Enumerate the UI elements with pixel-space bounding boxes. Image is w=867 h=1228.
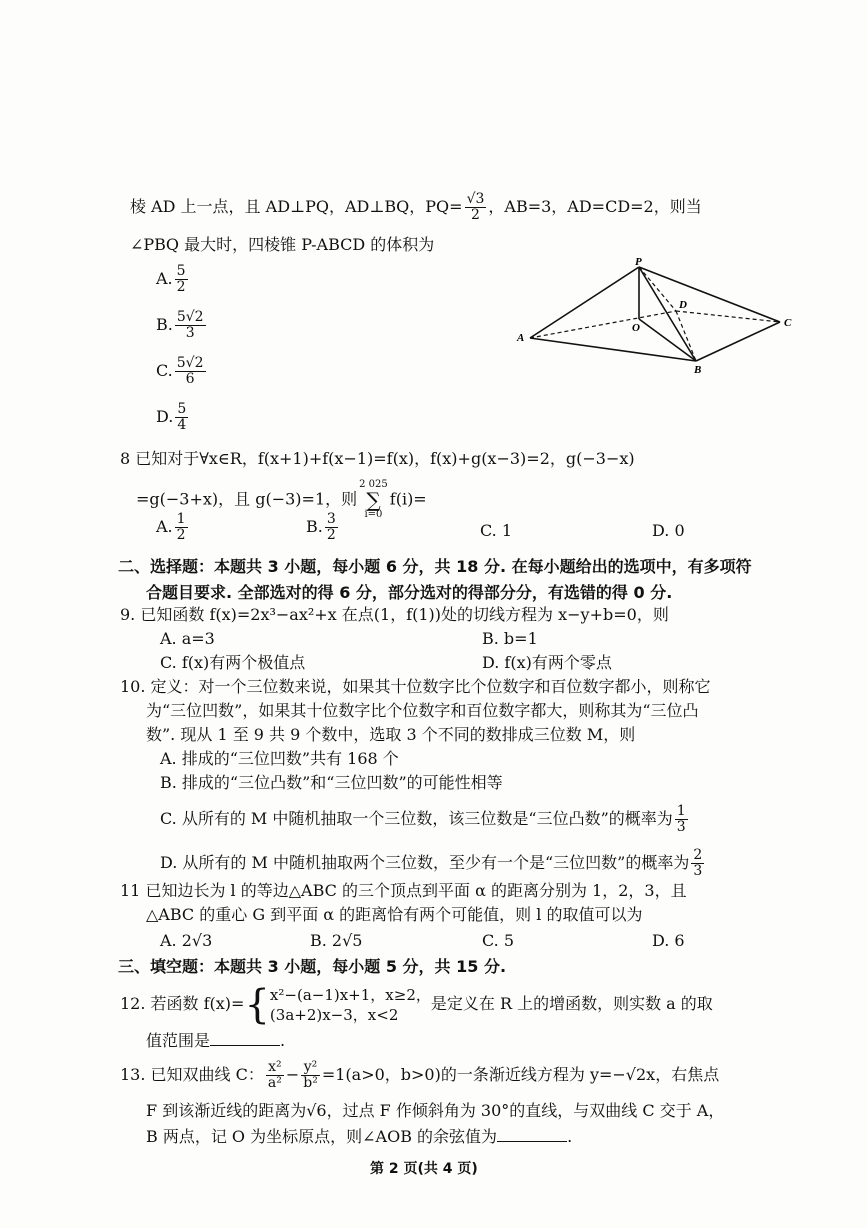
edge-pa	[530, 267, 639, 338]
q12-text-a: 12. 若函数 f(x)=	[120, 994, 245, 1013]
edge-bc	[696, 322, 780, 361]
q10-option-c-den: 3	[676, 819, 686, 835]
q7-option-a-den: 2	[176, 279, 186, 295]
q7-text-b: ，AB=3，AD=CD=2，则当	[488, 197, 702, 216]
q11-option-d: D. 6	[652, 931, 685, 950]
q13-line3	[146, 1126, 572, 1148]
q8-option-a-den: 2	[176, 527, 186, 543]
q7-option-c-den: 6	[185, 371, 195, 387]
q10-option-d-frac	[691, 848, 704, 879]
section2-line1: 二、选择题：本题共 3 小题，每小题 6 分，共 18 分. 在每小题给出的选项中，有多项符	[118, 557, 752, 576]
edge-pb	[639, 267, 696, 361]
q11-line2: △ABC 的重心 G 到平面 α 的距离恰有两个可能值，则 l 的取值可以为	[146, 905, 643, 924]
q10-option-c	[160, 804, 690, 835]
q13-minus: −	[285, 1065, 300, 1084]
q8-text-a: =g(−3+x)，且 g(−3)=1，则	[136, 489, 358, 509]
q10-option-d-num: 2	[693, 847, 703, 863]
q11-option-c: C. 5	[482, 931, 515, 950]
q9-option-c: C. f(x)有两个极值点	[160, 653, 306, 672]
q7-option-c-label: C.	[156, 361, 173, 380]
q12-text-c: 值范围是	[146, 1031, 211, 1050]
q10-option-c-num: 1	[676, 803, 686, 819]
q7-option-b-den: 3	[185, 325, 195, 341]
q7-line1	[130, 192, 702, 223]
q8-option-d-text: 0	[674, 521, 685, 540]
q13-text-b: =1(a>0，b>0)的一条渐近线方程为 y=−√2x，右焦点	[321, 1065, 720, 1084]
q10-option-b: B. 排成的“三位凸数”和“三位凹数”的可能性相等	[160, 773, 503, 792]
q13-frac2	[301, 1060, 320, 1091]
q11-option-a: A. 2√3	[160, 931, 213, 950]
q10-option-c-text: C. 从所有的 M 中随机抽取一个三位数，该三位数是“三位凸数”的概率为	[160, 809, 673, 828]
q7-option-d	[156, 402, 190, 433]
q7-option-d-den: 4	[177, 417, 187, 433]
q12-answer-blank[interactable]	[210, 1031, 280, 1046]
q8-sum-top: 2 025	[359, 479, 388, 490]
q9-option-a: A. a=3	[160, 629, 215, 648]
label-c: C	[784, 317, 792, 329]
q7-option-b-label: B.	[156, 315, 173, 334]
q12-case1: x²−(a−1)x+1，x≥2，	[269, 985, 431, 1004]
q7-option-c	[156, 356, 208, 387]
q10-option-d-text: D. 从所有的 M 中随机抽取两个三位数，至少有一个是“三位凹数”的概率为	[160, 853, 690, 872]
q8-option-a	[156, 512, 190, 543]
q12-cases	[270, 985, 431, 1025]
q10-option-a: A. 排成的“三位凹数”共有 168 个	[160, 749, 399, 768]
q7-option-d-num: 5	[177, 401, 187, 417]
q7-fraction	[465, 192, 487, 223]
q8-option-a-label: A.	[156, 517, 173, 536]
q7-option-a	[156, 264, 190, 295]
q12-text-d: .	[280, 1031, 286, 1050]
q7-option-d-label: D.	[156, 407, 174, 426]
q8-option-c-label: C.	[480, 521, 497, 540]
q13-line1	[120, 1060, 719, 1091]
label-a: A	[517, 332, 525, 344]
q9-option-d: D. f(x)有两个零点	[482, 653, 612, 672]
q8-option-a-frac	[175, 512, 188, 543]
page-footer: 第 2 页(共 4 页)	[370, 1161, 478, 1177]
edge-ab	[530, 338, 696, 361]
q13-text-d: .	[567, 1127, 573, 1146]
q10-option-c-frac	[675, 804, 688, 835]
q10-option-d	[160, 848, 706, 879]
q13-answer-blank[interactable]	[497, 1127, 567, 1142]
q8-option-b	[306, 512, 340, 543]
edge-pc	[639, 267, 780, 322]
q9-option-b: B. b=1	[482, 629, 538, 648]
label-b: B	[694, 364, 702, 376]
q8-option-d-label: D.	[652, 521, 670, 540]
q7-option-a-num: 5	[176, 263, 186, 279]
pyramid-figure	[508, 255, 798, 380]
q8-option-c	[480, 520, 512, 542]
q10-line2: 为“三位凹数”，如果其十位数字比个位数字和百位数字都大，则称其为“三位凸	[146, 701, 699, 720]
label-p: P	[635, 256, 642, 268]
q8-option-d	[652, 520, 685, 542]
q11-line1: 11 已知边长为 l 的等边△ABC 的三个顶点到平面 α 的距离分别为 1，2，3，且	[120, 881, 687, 900]
q9-stem: 9. 已知函数 f(x)=2x³−ax²+x 在点(1，f(1))处的切线方程为 x−y+b=0，则	[120, 605, 669, 624]
q12-text-b: 是定义在 R 上的增函数，则实数 a 的取	[430, 994, 713, 1013]
q12-line1	[120, 982, 713, 1026]
q8-line1: 8 已知对于∀x∈R，f(x+1)+f(x−1)=f(x)，f(x)+g(x−3)=2，g(−3−x)	[120, 449, 635, 468]
q8-sum-bottom: i=0	[364, 509, 383, 520]
q7-text-a: 棱 AD 上一点，且 AD⊥PQ，AD⊥BQ，PQ=	[130, 197, 463, 216]
q8-option-b-label: B.	[306, 517, 323, 536]
q10-line1: 10. 定义：对一个三位数来说，如果其十位数字比个位数字和百位数字都小，则称它	[120, 677, 711, 696]
q7-option-a-label: A.	[156, 269, 173, 288]
q7-option-b-num: 5√2	[176, 309, 204, 325]
q7-option-a-frac	[175, 264, 188, 295]
q7-option-b-frac	[175, 310, 206, 341]
q10-line3: 数”. 现从 1 至 9 共 9 个数中，选取 3 个不同的数排成三位数 M，则	[146, 725, 636, 744]
q8-option-b-frac	[325, 512, 338, 543]
q13-frac2-den: b²	[303, 1075, 318, 1091]
q7-line2: ∠PBQ 最大时，四棱锥 P-ABCD 的体积为	[130, 235, 435, 254]
q12-brace: {	[244, 981, 270, 1028]
q13-text-c: B 两点，记 O 为坐标原点，则∠AOB 的余弦值为	[146, 1127, 498, 1146]
q12-case2: (3a+2)x−3，x<2	[269, 1005, 399, 1024]
q7-frac-den: 2	[471, 207, 480, 223]
q7-option-b	[156, 310, 208, 341]
q8-sum	[359, 480, 388, 520]
q8-option-b-num: 3	[326, 511, 336, 527]
q7-frac-num: √3	[466, 191, 485, 207]
q13-frac1-den: a²	[267, 1075, 282, 1091]
section3-line1: 三、填空题：本题共 3 小题，每小题 5 分，共 15 分.	[118, 957, 507, 976]
q8-sum-symbol: ∑	[366, 488, 381, 512]
q8-option-c-text: 1	[501, 521, 513, 540]
q13-frac1-num: x²	[266, 1060, 284, 1076]
label-d: D	[679, 299, 687, 311]
q7-option-d-frac	[175, 402, 188, 433]
q12-line2	[146, 1030, 285, 1052]
q13-line2: F 到该渐近线的距离为√6，过点 F 作倾斜角为 30°的直线，与双曲线 C 交于 A，	[146, 1101, 725, 1120]
q8-option-a-num: 1	[176, 511, 186, 527]
q13-text-a: 13. 已知双曲线 C：	[120, 1065, 264, 1084]
q13-frac1	[266, 1060, 284, 1091]
label-o: O	[632, 322, 640, 334]
q13-frac2-num: y²	[301, 1060, 320, 1076]
q8-option-b-den: 2	[326, 527, 336, 543]
q7-option-c-num: 5√2	[176, 355, 204, 371]
section2-line2: 合题目要求. 全部选对的得 6 分，部分选对的得部分分，有选错的得 0 分.	[146, 583, 673, 602]
q11-option-b: B. 2√5	[310, 931, 363, 950]
q8-text-b: f(i)=	[389, 489, 427, 509]
q7-option-c-frac	[175, 356, 206, 387]
q10-option-d-den: 3	[693, 863, 703, 879]
